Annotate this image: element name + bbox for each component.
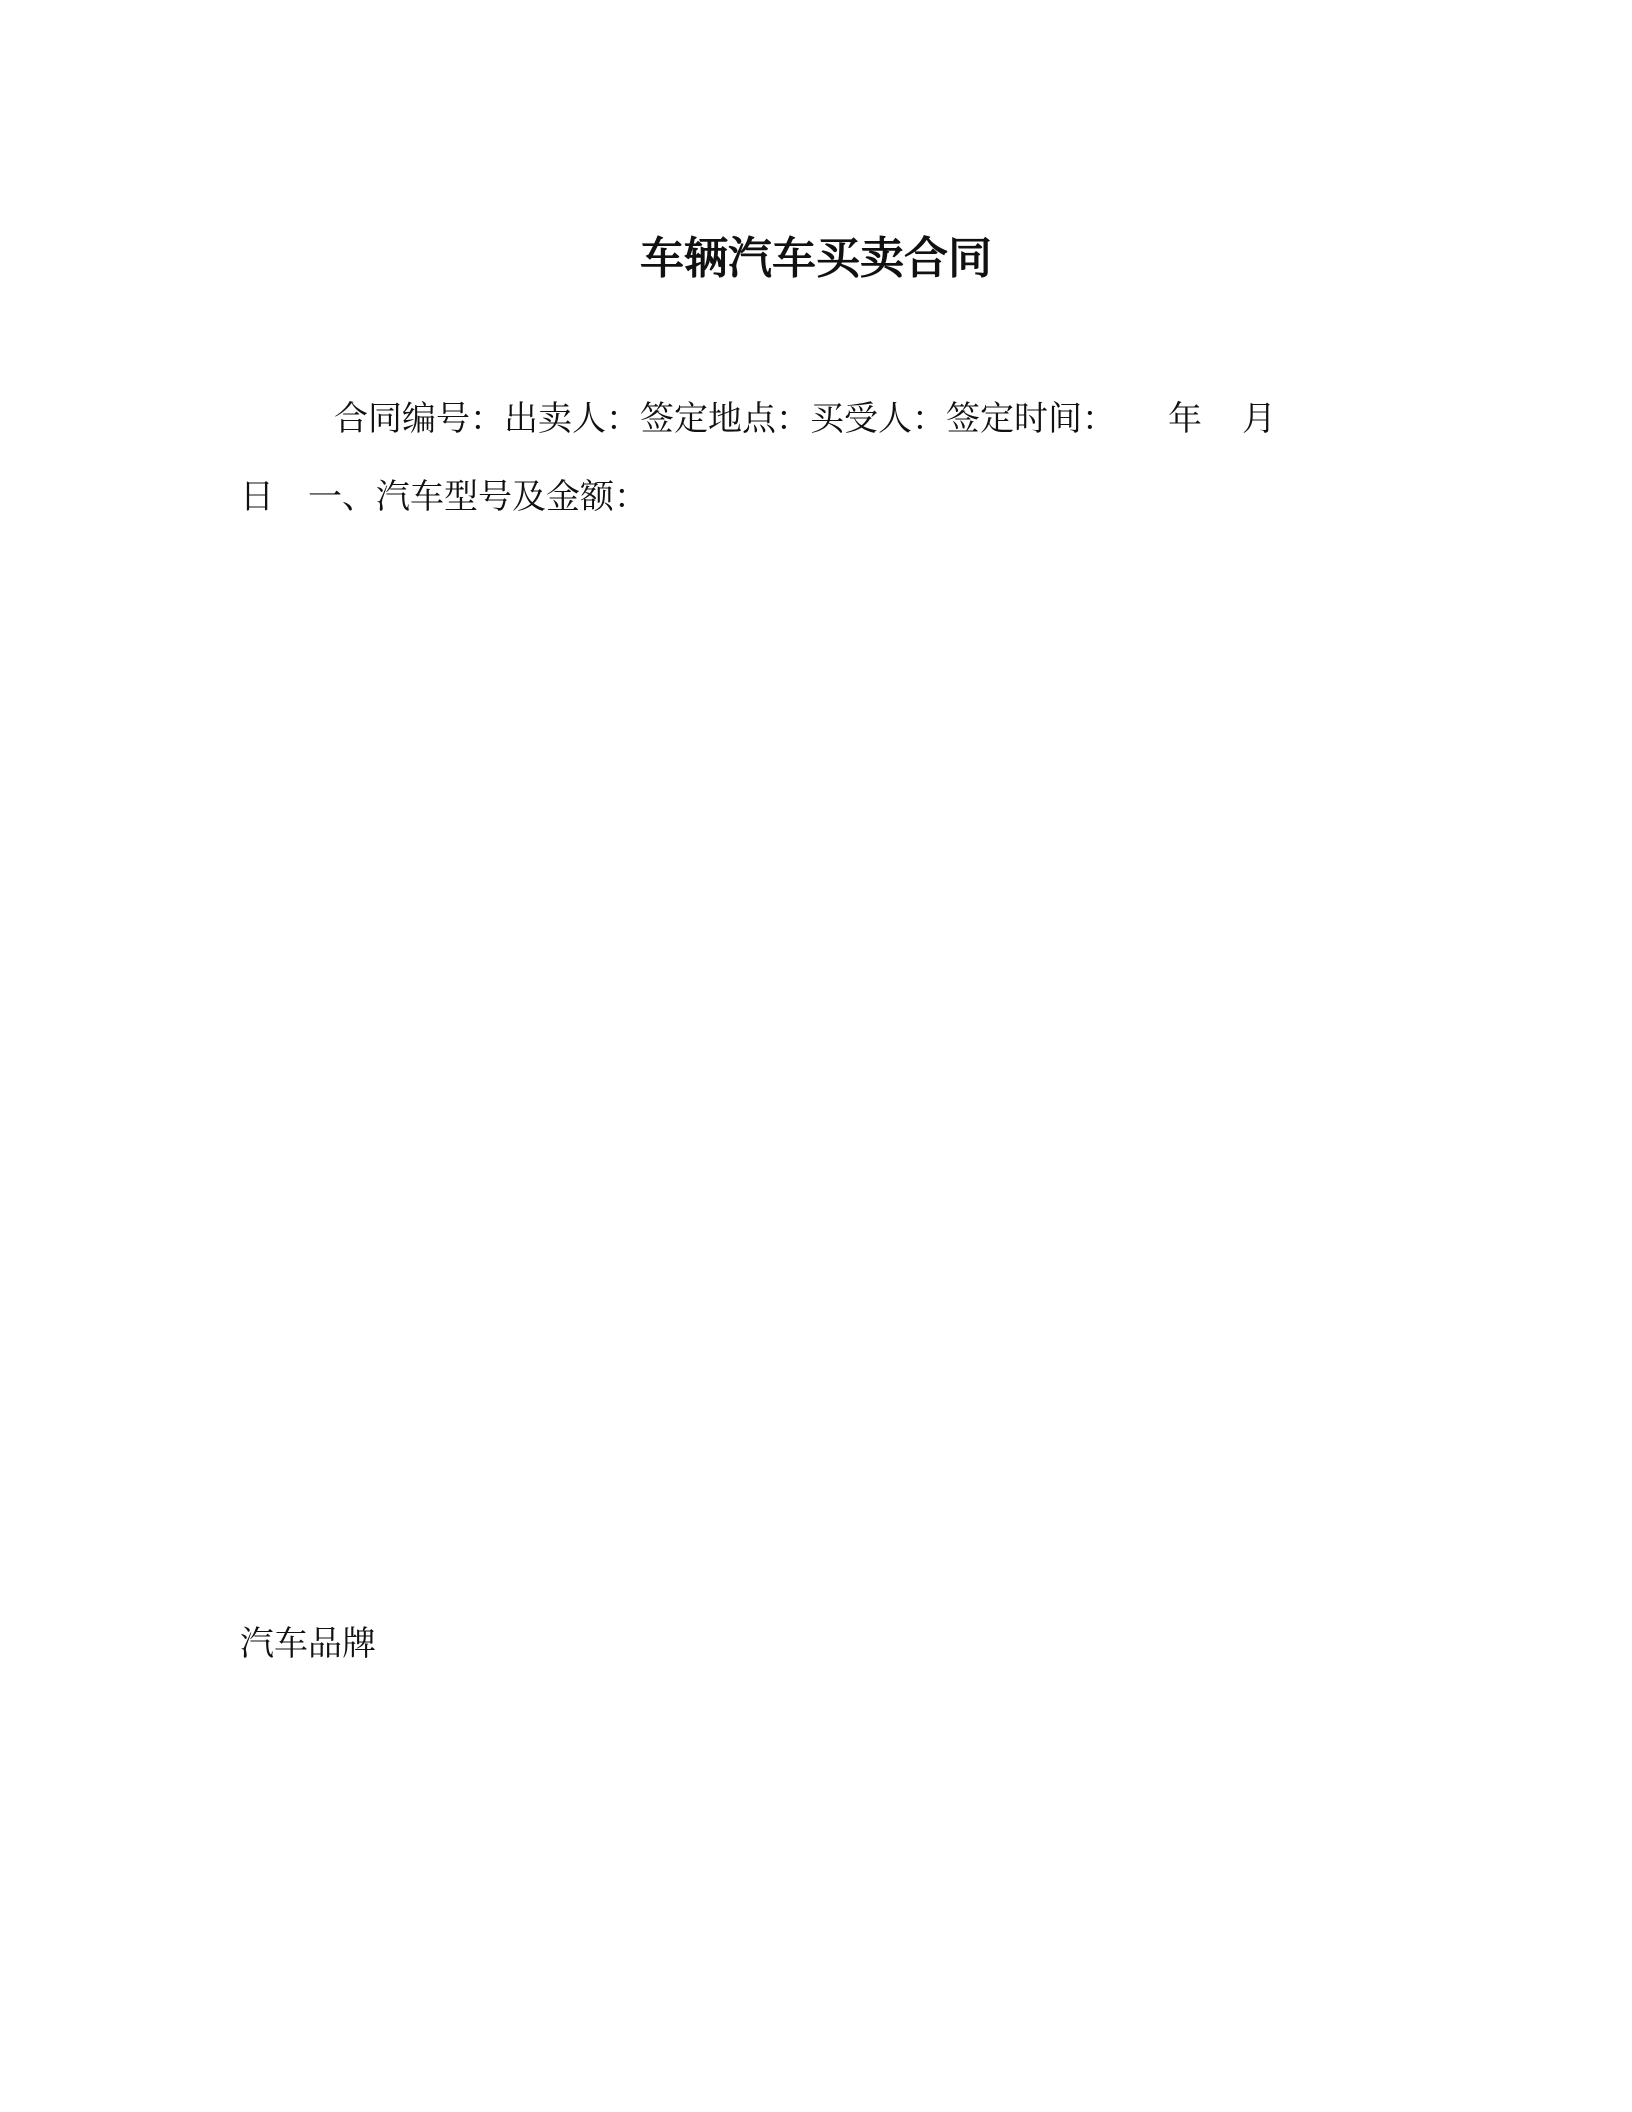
section1-heading: 一、汽车型号及金额： [308,477,648,517]
day-label: 日 [240,477,274,517]
month-label: 月 [1242,399,1276,439]
year-label: 年 [1168,399,1202,439]
contract-header-line [334,399,1276,440]
document-title: 车辆汽车买卖合同 [640,233,992,284]
contract-header-fields: 合同编号：出卖人：签定地点：买受人：签定时间： [334,399,1116,439]
car-brand-label: 汽车品牌 [240,1624,376,1664]
section1-line [240,477,648,518]
